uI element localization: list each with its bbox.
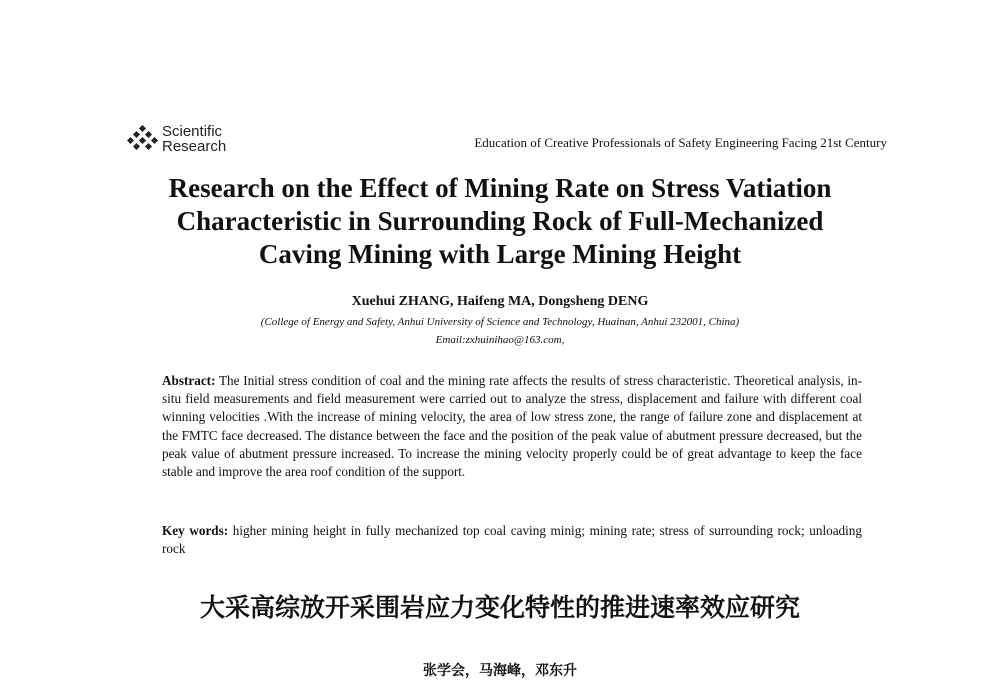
publisher-logo bbox=[128, 124, 226, 154]
publisher-name-line1: Scientific bbox=[162, 123, 223, 140]
paper-title-line-3: Caving Mining with Large Mining Height bbox=[258, 239, 742, 269]
author-list: Xuehui ZHANG, Haifeng MA, Dongsheng DENG bbox=[351, 294, 649, 309]
affiliation: (College of Energy and Safety, Anhui University of Science and Technology, Huainan, Anhui 232001, China) bbox=[260, 316, 740, 328]
publisher-name-line2: Research bbox=[162, 138, 227, 155]
journal-header: Education of Creative Professionals of Safety Engineering Facing 21st Century bbox=[474, 135, 887, 150]
keywords-text: higher mining height in fully mechanized top coal caving minig; mining rate; stress of surrounding rock; unloading rock bbox=[162, 523, 862, 557]
keywords bbox=[162, 522, 862, 558]
abstract bbox=[162, 372, 862, 481]
paper-title-line-2: Characteristic in Surrounding Rock of Full-Mechanized bbox=[176, 206, 824, 236]
keywords-label: Key words: bbox=[162, 523, 229, 538]
chinese-title: 大采高综放开采围岩应力变化特性的推进速率效应研究 bbox=[199, 593, 800, 622]
author-email: Email:zxhuinihao@163.com, bbox=[435, 334, 565, 346]
abstract-label: Abstract: bbox=[162, 373, 216, 388]
publisher-name bbox=[162, 124, 226, 154]
paper-title bbox=[140, 172, 860, 271]
abstract-text: The Initial stress condition of coal and the mining rate affects the results of stress characteristic. Theoretical analysis, in-situ field measurements and field measurement were carried out to analyze the stress, displacement and failure with different coal winning velocities .With the increase of mining velocity, the area of low stress zone, the range of failure zone and displacement at the FMTC face decreased. The distance between the face and the position of the peak value of abutment pressure decreased, but the peak value of abutment pressure increased. To increase the mining velocity properly could be of great advantage to keep the face stable and improve the area roof condition of the support. bbox=[162, 373, 863, 480]
scientific-research-diamonds-icon bbox=[128, 124, 158, 154]
chinese-author-list: 张学会，马海峰，邓东升 bbox=[423, 663, 577, 679]
paper-title-line-1: Research on the Effect of Mining Rate on Stress Vatiation bbox=[168, 173, 832, 203]
